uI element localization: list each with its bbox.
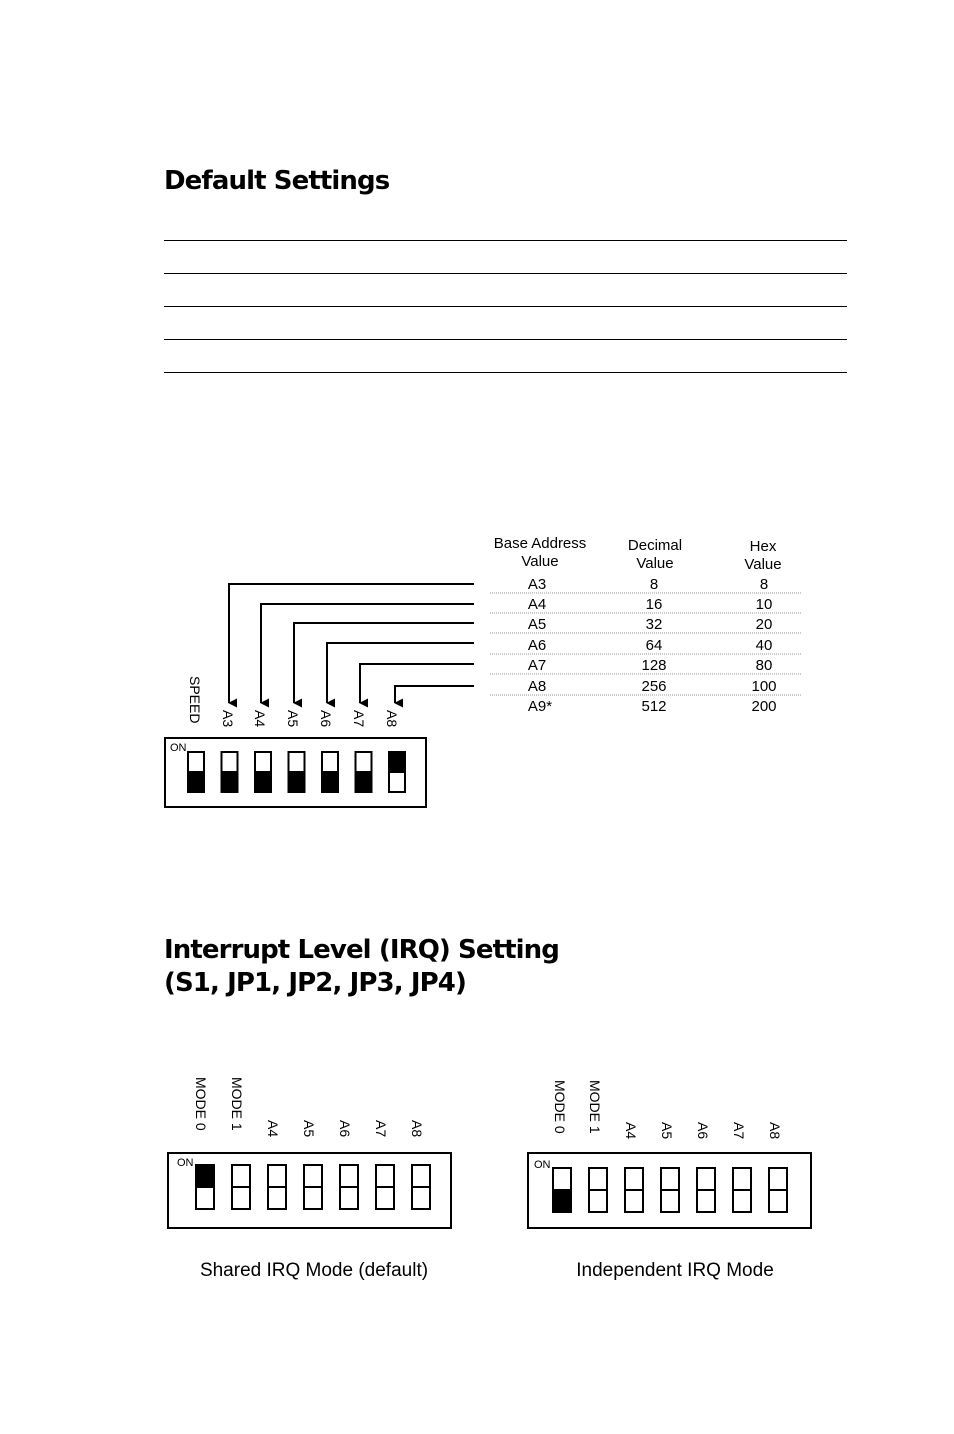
hex-header-value: Value [744, 556, 782, 573]
default-settings-heading: Default Settings [164, 166, 390, 196]
dip-switch [661, 1168, 679, 1212]
on-label: ON [177, 1157, 194, 1169]
switch-lever [389, 752, 405, 772]
decimal-cell: 16 [645, 596, 663, 613]
dip-switch [589, 1168, 607, 1212]
hex-cell: 200 [751, 698, 777, 715]
dip-switch [553, 1168, 571, 1212]
dip-switch-group [196, 1165, 430, 1209]
dip-switch [356, 752, 372, 792]
switch-label-a8: A8 [409, 1120, 425, 1138]
independent-irq-caption: Independent IRQ Mode [576, 1260, 774, 1281]
address-table [490, 576, 802, 715]
dip-switch [304, 1165, 322, 1209]
switch-label-a5: A5 [301, 1120, 317, 1138]
switch-lever [289, 772, 305, 792]
hex-cell: 10 [755, 596, 773, 613]
irq-mode-diagrams [0, 1060, 954, 1420]
hex-cell: 80 [755, 657, 773, 674]
base-cell: A5 [527, 616, 547, 633]
shared-irq-diagram [168, 1077, 451, 1281]
dip-switch [340, 1165, 358, 1209]
base-cell: A3 [527, 576, 547, 593]
switch-label-a4: A4 [265, 1120, 281, 1138]
switch-label-a6: A6 [337, 1120, 353, 1138]
dip-switch [289, 752, 305, 792]
dip-switch [222, 752, 238, 792]
independent-irq-diagram [528, 1080, 811, 1281]
switch-label-a6: A6 [318, 710, 334, 728]
dip-switch [232, 1165, 250, 1209]
shared-irq-caption: Shared IRQ Mode (default) [199, 1260, 429, 1281]
dip-switch [697, 1168, 715, 1212]
dip-switch [188, 752, 204, 792]
dip-switch [625, 1168, 643, 1212]
dip-switch [322, 752, 338, 792]
decimal-cell: 128 [641, 657, 667, 674]
switch-label-a5: A5 [659, 1122, 675, 1140]
base-cell: A6 [527, 637, 547, 654]
switch-label-mode0: MODE 0 [552, 1080, 568, 1134]
address-connectors [229, 584, 474, 703]
switch-lever [356, 772, 372, 792]
decimal-cell: 32 [645, 616, 663, 633]
arrow-a4 [261, 604, 474, 703]
switch-label-a6: A6 [695, 1122, 711, 1140]
switch-lever [322, 772, 338, 792]
switch-lever [188, 772, 204, 792]
switch-lever [222, 772, 238, 792]
base-address-header: Base Address [493, 535, 587, 552]
switch-label-a4: A4 [252, 710, 268, 728]
arrow-a6 [327, 643, 474, 703]
decimal-cell: 8 [649, 576, 659, 593]
decimal-header: Decimal [627, 537, 683, 554]
base-cell: A8 [527, 678, 547, 695]
dip-switch [733, 1168, 751, 1212]
irq-heading-line2: (S1, JP1, JP2, JP3, JP4) [164, 968, 466, 998]
dip-switch [268, 1165, 286, 1209]
switch-label-a3: A3 [220, 710, 236, 728]
arrow-a8 [395, 686, 474, 703]
switch-label-speed: SPEED [187, 676, 203, 724]
base-cell: A7 [527, 657, 547, 674]
hex-cell: 100 [751, 678, 777, 695]
dip-switch-group [553, 1168, 787, 1212]
dip-switch [376, 1165, 394, 1209]
switch-label-a8: A8 [384, 710, 400, 728]
switch-label-a7: A7 [373, 1120, 389, 1138]
dip-switch [255, 752, 271, 792]
switch-label-a4: A4 [623, 1122, 639, 1140]
switch-label-a7: A7 [351, 710, 367, 728]
base-address-header-value: Value [521, 553, 559, 570]
switch-label-mode1: MODE 1 [229, 1077, 245, 1131]
hex-cell: 40 [755, 637, 773, 654]
switch-lever [553, 1190, 571, 1212]
switch-lever [255, 772, 271, 792]
base-cell: A9* [527, 698, 553, 715]
switch-label-a8: A8 [767, 1122, 783, 1140]
on-label: ON [534, 1159, 551, 1171]
irq-heading-line1: Interrupt Level (IRQ) Setting [164, 935, 560, 965]
hex-cell: 20 [755, 616, 773, 633]
hex-header: Hex [749, 538, 777, 555]
arrow-a7 [360, 664, 474, 703]
decimal-cell: 512 [641, 698, 667, 715]
switch-label-mode1: MODE 1 [587, 1080, 603, 1134]
dip-switch-group [188, 752, 405, 792]
switch-label-mode0: MODE 0 [193, 1077, 209, 1131]
decimal-header-value: Value [636, 555, 674, 572]
dip-switch [389, 752, 405, 792]
dip-switch [196, 1165, 214, 1209]
on-label: ON [170, 742, 187, 754]
hex-cell: 8 [759, 576, 769, 593]
switch-label-a7: A7 [731, 1122, 747, 1140]
decimal-cell: 64 [645, 637, 663, 654]
base-cell: A4 [527, 596, 547, 613]
switch-label-a5: A5 [285, 710, 301, 728]
switch-lever [196, 1165, 214, 1187]
decimal-cell: 256 [641, 678, 667, 695]
dip-switch [769, 1168, 787, 1212]
dip-switch [412, 1165, 430, 1209]
